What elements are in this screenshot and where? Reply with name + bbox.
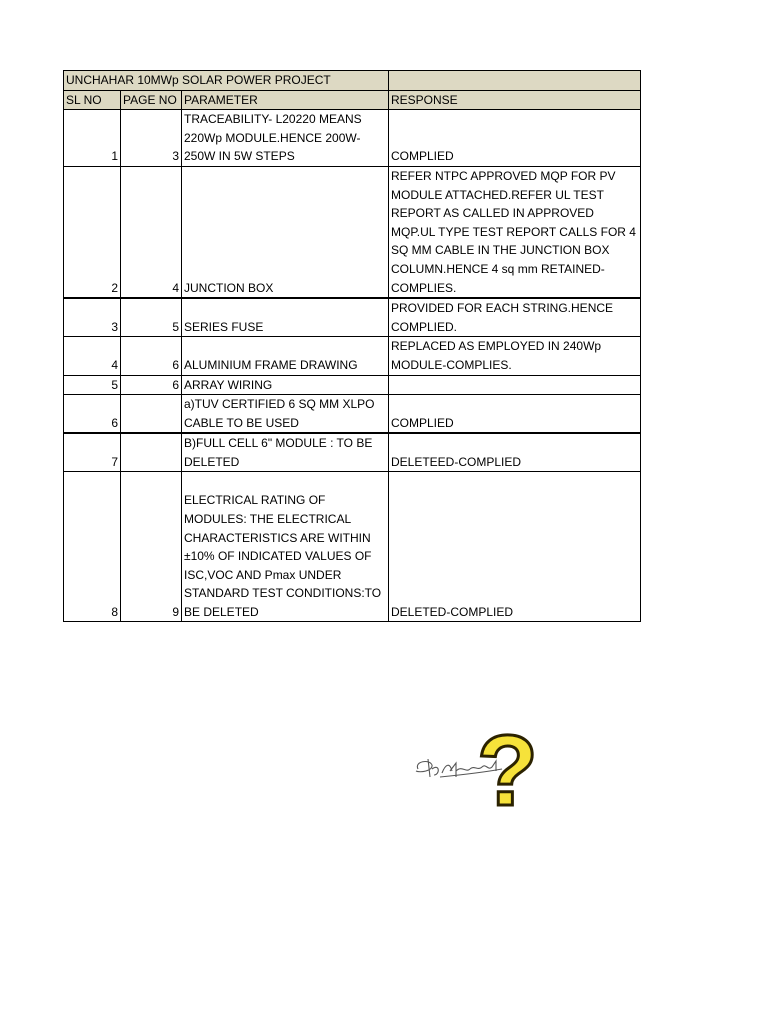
header-response: RESPONSE <box>389 90 641 110</box>
sl-no-cell: 4 <box>64 337 121 375</box>
response-cell: DELETED-COMPLIED <box>389 472 641 622</box>
response-cell <box>389 375 641 395</box>
response-cell: DELETEED-COMPLIED <box>389 433 641 472</box>
parameter-cell: B)FULL CELL 6" MODULE : TO BE DELETED <box>182 433 389 472</box>
signature-with-question-mark <box>410 725 540 815</box>
compliance-table <box>63 70 641 622</box>
title-row <box>64 71 641 91</box>
page-no-cell <box>121 395 182 434</box>
question-mark-icon: ? <box>476 725 538 815</box>
header-row <box>64 90 641 110</box>
page-no-cell: 6 <box>121 375 182 395</box>
header-parameter: PARAMETER <box>182 90 389 110</box>
page-no-cell <box>121 433 182 472</box>
table-row <box>64 337 641 375</box>
title-row-empty-cell <box>389 71 641 91</box>
parameter-cell: a)TUV CERTIFIED 6 SQ MM XLPO CABLE TO BE USED <box>182 395 389 434</box>
table-row <box>64 166 641 298</box>
response-cell: REFER NTPC APPROVED MQP FOR PV MODULE ATTACHED.REFER UL TEST REPORT AS CALLED IN APPROVED MQP.UL TYPE TEST REPORT CALLS FOR 4 SQ MM CABLE IN THE JUNCTION BOX COLUMN.HENCE 4 sq mm RETAINED-COMPLIES. <box>389 166 641 298</box>
table-row <box>64 110 641 167</box>
project-title: UNCHAHAR 10MWp SOLAR POWER PROJECT <box>64 71 389 91</box>
sl-no-cell: 2 <box>64 166 121 298</box>
table-row <box>64 472 641 622</box>
parameter-cell: JUNCTION BOX <box>182 166 389 298</box>
parameter-cell: SERIES FUSE <box>182 298 389 337</box>
sl-no-cell: 5 <box>64 375 121 395</box>
sl-no-cell: 3 <box>64 298 121 337</box>
sl-no-cell: 1 <box>64 110 121 167</box>
response-cell: REPLACED AS EMPLOYED IN 240Wp MODULE-COMPLIES. <box>389 337 641 375</box>
page-no-cell: 6 <box>121 337 182 375</box>
header-sl-no: SL NO <box>64 90 121 110</box>
response-cell: PROVIDED FOR EACH STRING.HENCE COMPLIED. <box>389 298 641 337</box>
response-cell: COMPLIED <box>389 110 641 167</box>
table-row <box>64 433 641 472</box>
parameter-cell: ALUMINIUM FRAME DRAWING <box>182 337 389 375</box>
header-page-no: PAGE NO <box>121 90 182 110</box>
parameter-cell: ARRAY WIRING <box>182 375 389 395</box>
sl-no-cell: 8 <box>64 472 121 622</box>
table-row <box>64 375 641 395</box>
response-cell: COMPLIED <box>389 395 641 434</box>
table-row <box>64 395 641 434</box>
parameter-cell: ELECTRICAL RATING OF MODULES: THE ELECTRICAL CHARACTERISTICS ARE WITHIN ±10% OF INDICATED VALUES OF ISC,VOC AND Pmax UNDER STANDARD TEST CONDITIONS:TO BE DELETED <box>182 472 389 622</box>
parameter-cell: TRACEABILITY- L20220 MEANS 220Wp MODULE.HENCE 200W-250W IN 5W STEPS <box>182 110 389 167</box>
page-no-cell: 9 <box>121 472 182 622</box>
page-no-cell: 3 <box>121 110 182 167</box>
sl-no-cell: 6 <box>64 395 121 434</box>
page-no-cell: 5 <box>121 298 182 337</box>
table-row <box>64 298 641 337</box>
sl-no-cell: 7 <box>64 433 121 472</box>
page-no-cell: 4 <box>121 166 182 298</box>
